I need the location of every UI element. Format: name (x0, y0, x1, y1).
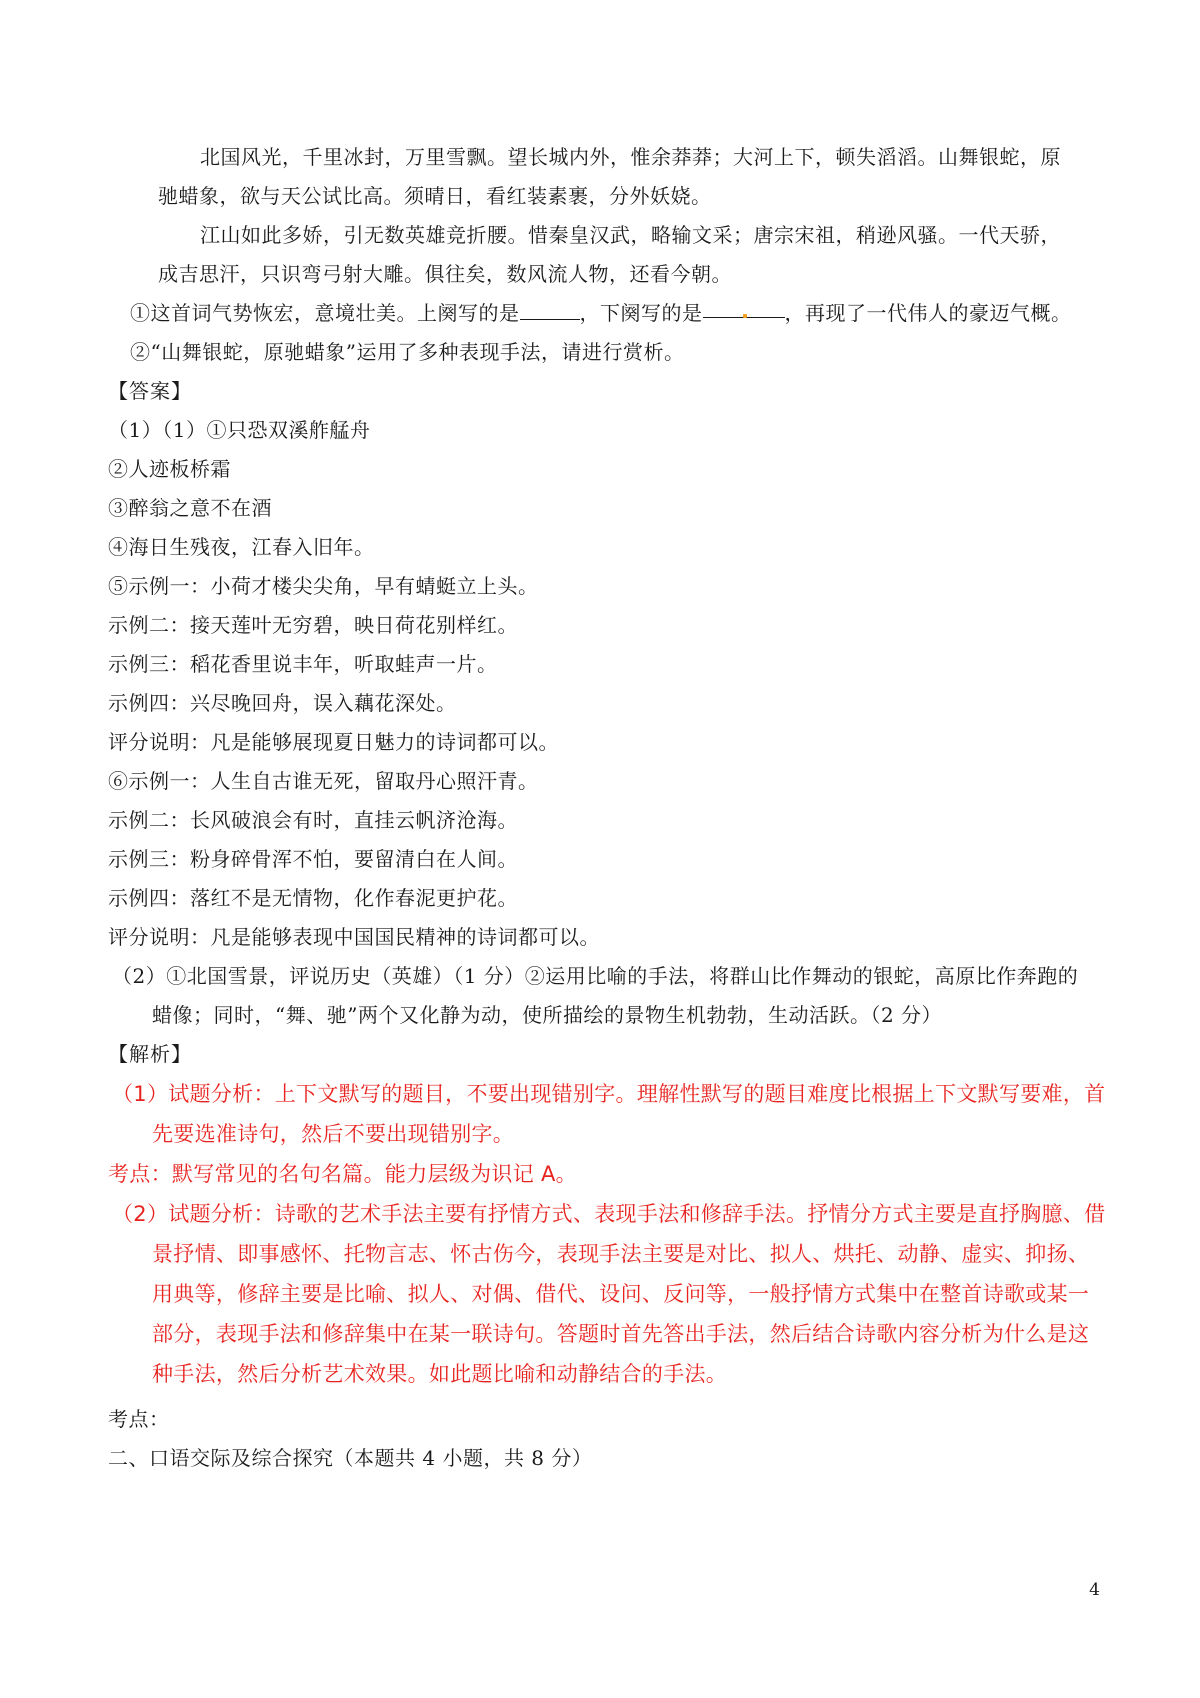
answer-line: 示例三：粉身碎骨浑不怕，要留清白在人间。 (108, 847, 518, 871)
answer-line: 示例二：长风破浪会有时，直挂云帆济沧海。 (108, 808, 518, 832)
answer-part2-line: （2）①北国雪景，评说历史（英雄）（1 分）②运用比喻的手法，将群山比作舞动的银蛇，高原比作奔跑的 (112, 964, 1079, 988)
analysis-line: 部分，表现手法和修辞集中在某一联诗句。答题时首先答出手法，然后结合诗歌内容分析为什么是这 (152, 1322, 1090, 1346)
analysis-line: 用典等，修辞主要是比喻、拟人、对偶、借代、设问、反问等，一般抒情方式集中在整首诗歌或某一 (152, 1282, 1090, 1306)
question-1-text-b: ，下阕写的是 (579, 301, 703, 325)
page-number: 4 (1089, 1580, 1100, 1600)
question-1-text-c: ，再现了一代伟人的豪迈气概。 (784, 301, 1072, 325)
answer-line: 示例二：接天莲叶无穷碧，映日荷花别样红。 (108, 613, 518, 637)
question-1-text-a: ①这首词气势恢宏，意境壮美。上阕写的是 (130, 301, 520, 325)
answer-line: 示例四：兴尽晚回舟，误入藕花深处。 (108, 691, 457, 715)
analysis-line: 景抒情、即事感怀、托物言志、怀古伤今，表现手法主要是对比、拟人、烘托、动静、虚实、抑扬、 (152, 1242, 1090, 1266)
kaodian-line: 考点：默写常见的名句名篇。能力层级为识记 A。 (108, 1162, 577, 1186)
answer-line: ④海日生残夜，江春入旧年。 (108, 535, 375, 559)
answer-line: ③醉翁之意不在酒 (108, 496, 272, 520)
question-2: ②“山舞银蛇，原驰蜡象”运用了多种表现手法，请进行赏析。 (130, 340, 685, 364)
answer-blank (703, 299, 785, 318)
analysis-line: （1）试题分析：上下文默写的题目，不要出现错别字。理解性默写的题目难度比根据上下文默写要难，首 (112, 1082, 1106, 1106)
analysis-line: （2）试题分析：诗歌的艺术手法主要有抒情方式、表现手法和修辞手法。抒情分方式主要是直抒胸臆、借 (112, 1202, 1106, 1226)
question-1 (130, 299, 1072, 327)
analysis-line: 先要选准诗句，然后不要出现错别字。 (152, 1122, 515, 1146)
answer-blank (520, 301, 580, 320)
answer-line: ⑥示例一：人生自古谁无死，留取丹心照汗青。 (108, 769, 539, 793)
answer-line: 评分说明：凡是能够展现夏日魅力的诗词都可以。 (108, 730, 559, 754)
analysis-heading: 【解析】 (108, 1042, 192, 1066)
answer-line: （1）（1）①只恐双溪舴艋舟 (108, 418, 371, 442)
answer-line: 评分说明：凡是能够表现中国国民精神的诗词都可以。 (108, 925, 600, 949)
kaodian-line: 考点： (108, 1407, 170, 1431)
answer-line: 示例四：落红不是无情物，化作春泥更护花。 (108, 886, 518, 910)
poem-line: 北国风光，千里冰封，万里雪飘。望长城内外，惟余莽莽；大河上下，顿失滔滔。山舞银蛇，原 (200, 145, 1061, 169)
answer-part2-line: 蜡像；同时，“舞、驰”两个又化静为动，使所描绘的景物生机勃勃，生动活跃。（2 分） (152, 1003, 943, 1027)
poem-line: 驰蜡象，欲与天公试比高。须晴日，看红装素裹，分外妖娆。 (158, 184, 712, 208)
answer-line: 示例三：稻花香里说丰年，听取蛙声一片。 (108, 652, 498, 676)
analysis-line: 种手法，然后分析艺术效果。如此题比喻和动静结合的手法。 (152, 1362, 728, 1386)
answer-line: ②人迹板桥霜 (108, 457, 231, 481)
answer-line: ⑤示例一：小荷才楼尖尖角，早有蜻蜓立上头。 (108, 574, 539, 598)
section-heading: 二、口语交际及综合探究（本题共 4 小题，共 8 分） (108, 1446, 593, 1470)
poem-line: 江山如此多娇，引无数英雄竞折腰。惜秦皇汉武，略输文采；唐宗宋祖，稍逊风骚。一代天骄， (200, 223, 1061, 247)
mark-dot (743, 314, 747, 318)
poem-line: 成吉思汗，只识弯弓射大雕。俱往矣，数风流人物，还看今朝。 (158, 262, 732, 286)
answer-heading: 【答案】 (108, 379, 192, 403)
